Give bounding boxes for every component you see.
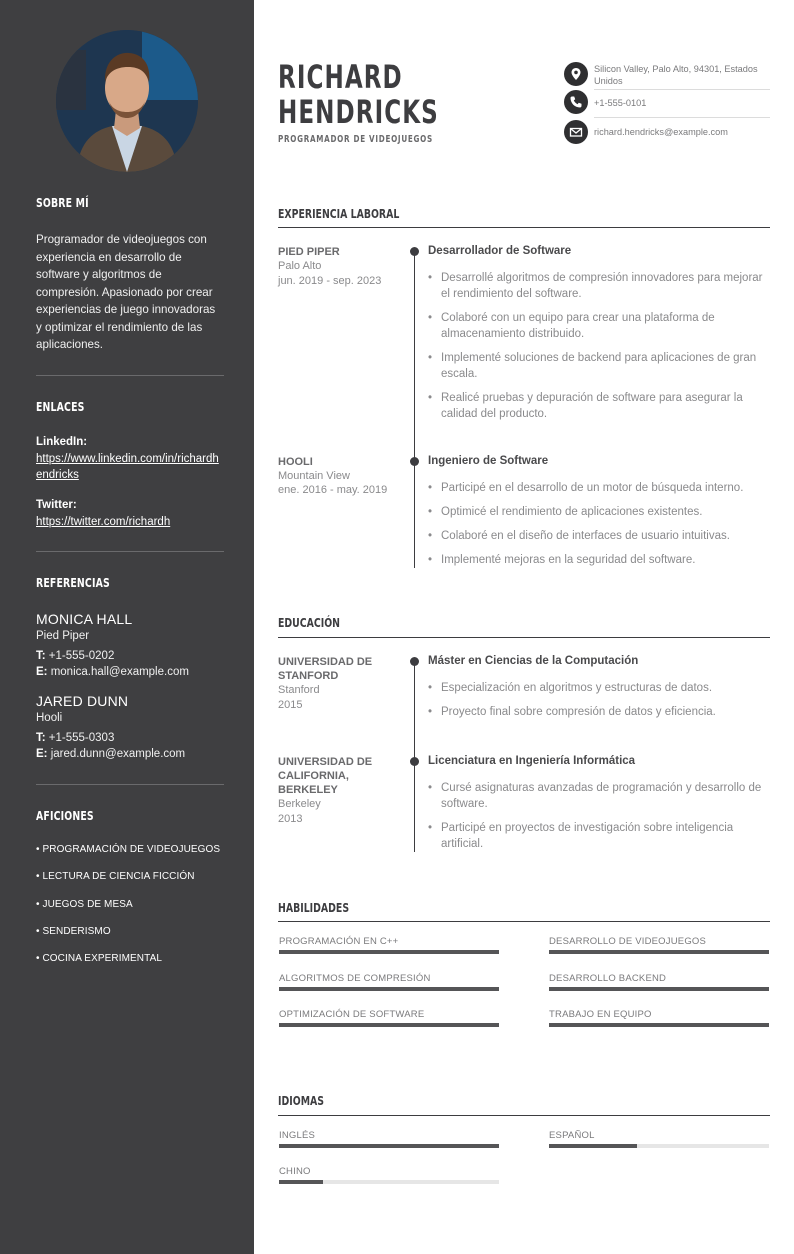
main-content bbox=[254, 0, 794, 1254]
divider bbox=[36, 784, 224, 785]
hobby-item: • PROGRAMACIÓN DE VIDEOJUEGOS bbox=[36, 844, 221, 855]
divider bbox=[594, 117, 770, 118]
skill-item bbox=[279, 1009, 499, 1020]
skill-bar-fill bbox=[279, 950, 499, 954]
skill-bar-fill bbox=[279, 1023, 499, 1027]
twitter-link[interactable]: https://twitter.com/richardh bbox=[36, 516, 171, 528]
email-text[interactable]: richard.hendricks@example.com bbox=[594, 127, 728, 137]
job-dates: ene. 2016 - may. 2019 bbox=[278, 484, 388, 496]
phone-icon bbox=[564, 90, 588, 114]
skill-label: OPTIMIZACIÓN DE SOFTWARE bbox=[279, 1009, 425, 1020]
company-location: Mountain View bbox=[278, 470, 350, 482]
company-name: PIED PIPER bbox=[278, 246, 340, 258]
skill-label: TRABAJO EN EQUIPO bbox=[549, 1009, 652, 1020]
experience-title: EXPERIENCIA LABORAL bbox=[278, 207, 400, 221]
linkedin-link[interactable]: https://www.linkedin.com/in/richardhendricks bbox=[36, 453, 219, 481]
job-role: Ingeniero de Software bbox=[428, 455, 549, 467]
company-location: Palo Alto bbox=[278, 260, 322, 272]
address-text: Silicon Valley, Palo Alto, 94301, Estados Unidos bbox=[594, 64, 758, 86]
skill-bar-fill bbox=[549, 1023, 769, 1027]
links-title: ENLACES bbox=[36, 400, 85, 414]
contact-email bbox=[564, 120, 770, 146]
name-first: RICHARD bbox=[278, 58, 403, 96]
section-rule bbox=[278, 921, 770, 922]
linkedin-label: LinkedIn: bbox=[36, 436, 88, 448]
hobby-item: • JUEGOS DE MESA bbox=[36, 899, 133, 910]
reference-email: E: monica.hall@example.com bbox=[36, 666, 189, 678]
education-bullet: • Participé en proyectos de investigación sobre inteligencia artificial. bbox=[428, 820, 764, 852]
skill-bar-fill bbox=[549, 950, 769, 954]
degree-title: Licenciatura en Ingeniería Informática bbox=[428, 755, 636, 767]
education-bullet: • Cursé asignaturas avanzadas de programación y desarrollo de software. bbox=[428, 780, 764, 812]
language-bar-track bbox=[549, 1144, 769, 1148]
job-bullet: • Optimicé el rendimiento de aplicaciones existentes. bbox=[428, 504, 764, 520]
language-label: CHINO bbox=[279, 1166, 311, 1177]
education-year: 2013 bbox=[278, 813, 303, 825]
reference-name: MONICA HALL bbox=[36, 611, 133, 627]
envelope-icon bbox=[564, 120, 588, 144]
education-year: 2015 bbox=[278, 699, 303, 711]
skill-bar-track bbox=[279, 950, 499, 954]
education-bullet: • Proyecto final sobre compresión de datos y eficiencia. bbox=[428, 704, 764, 720]
skill-item bbox=[279, 936, 499, 947]
skill-bar-track bbox=[549, 950, 769, 954]
references-title: REFERENCIAS bbox=[36, 576, 110, 590]
section-rule bbox=[278, 1115, 770, 1116]
job-title: PROGRAMADOR DE VIDEOJUEGOS bbox=[278, 134, 433, 145]
job-bullet: • Implementé soluciones de backend para aplicaciones de gran escala. bbox=[428, 350, 764, 382]
job-bullet: • Participé en el desarrollo de un motor de búsqueda interno. bbox=[428, 480, 764, 496]
about-title: SOBRE MÍ bbox=[36, 196, 89, 210]
skill-bar-track bbox=[549, 987, 769, 991]
school-name: UNIVERSIDAD DE CALIFORNIA, BERKELEY bbox=[278, 756, 373, 796]
timeline-dot bbox=[410, 657, 419, 666]
profile-photo-icon bbox=[56, 30, 198, 172]
name-last: HENDRICKS bbox=[278, 93, 439, 131]
reference-email: E: jared.dunn@example.com bbox=[36, 748, 186, 760]
language-label: ESPAÑOL bbox=[549, 1130, 595, 1141]
skills-title: HABILIDADES bbox=[278, 901, 350, 915]
hobby-item: • COCINA EXPERIMENTAL bbox=[36, 953, 162, 964]
skill-bar-fill bbox=[279, 987, 499, 991]
hobbies-title: AFICIONES bbox=[36, 809, 94, 823]
reference-phone: T: +1-555-0303 bbox=[36, 732, 115, 744]
job-bullet: • Implementé mejoras en la seguridad del software. bbox=[428, 552, 764, 568]
skill-label: DESARROLLO DE VIDEOJUEGOS bbox=[549, 936, 707, 947]
phone-text: +1-555-0101 bbox=[594, 98, 647, 108]
skill-bar-fill bbox=[549, 987, 769, 991]
education-title: EDUCACIÓN bbox=[278, 616, 341, 630]
job-bullet: • Desarrollé algoritmos de compresión innovadores para mejorar el rendimiento del software. bbox=[428, 270, 764, 302]
language-item bbox=[279, 1130, 499, 1141]
avatar bbox=[56, 30, 198, 172]
twitter-label: Twitter: bbox=[36, 499, 77, 511]
language-bar-track bbox=[279, 1180, 499, 1184]
skill-label: PROGRAMACIÓN EN C++ bbox=[279, 936, 399, 947]
language-bar-fill bbox=[279, 1180, 323, 1184]
school-name: UNIVERSIDAD DE STANFORD bbox=[278, 656, 373, 682]
skill-item bbox=[549, 936, 769, 947]
timeline-dot bbox=[410, 247, 419, 256]
location-pin-icon bbox=[564, 62, 588, 86]
divider bbox=[36, 551, 224, 552]
sidebar bbox=[0, 0, 254, 1254]
reference-name: JARED DUNN bbox=[36, 693, 129, 709]
section-rule bbox=[278, 637, 770, 638]
school-location: Berkeley bbox=[278, 798, 321, 810]
timeline-line bbox=[414, 252, 415, 568]
hobby-item: • SENDERISMO bbox=[36, 926, 111, 937]
skill-bar-track bbox=[549, 1023, 769, 1027]
contact-phone bbox=[564, 90, 770, 118]
education-bullet: • Especialización en algoritmos y estructuras de datos. bbox=[428, 680, 764, 696]
language-bar-fill bbox=[279, 1144, 499, 1148]
skill-label: ALGORITMOS DE COMPRESIÓN bbox=[279, 973, 431, 984]
section-rule bbox=[278, 227, 770, 228]
languages-title: IDIOMAS bbox=[278, 1094, 324, 1108]
job-bullet: • Realicé pruebas y depuración de software para asegurar la calidad del producto. bbox=[428, 390, 764, 422]
language-item bbox=[549, 1130, 769, 1141]
about-text: Programador de videojuegos con experiencia en desarrollo de software y algoritmos de compresión. Apasionado por crear experiencias de juego innovadoras y optimizar el rendimiento de las aplicaciones. bbox=[36, 233, 216, 351]
language-label: INGLÉS bbox=[279, 1130, 316, 1141]
skill-bar-track bbox=[279, 987, 499, 991]
reference-company: Hooli bbox=[36, 712, 63, 724]
language-bar-track bbox=[279, 1144, 499, 1148]
job-dates: jun. 2019 - sep. 2023 bbox=[278, 275, 382, 287]
job-role: Desarrollador de Software bbox=[428, 245, 572, 257]
degree-title: Máster en Ciencias de la Computación bbox=[428, 655, 639, 667]
skill-item bbox=[549, 1009, 769, 1020]
contact-address bbox=[564, 62, 770, 90]
language-bar-fill bbox=[549, 1144, 637, 1148]
company-name: HOOLI bbox=[278, 456, 313, 468]
hobby-item: • LECTURA DE CIENCIA FICCIÓN bbox=[36, 871, 195, 882]
language-item bbox=[279, 1166, 499, 1177]
skill-item bbox=[279, 973, 499, 984]
job-bullet: • Colaboré en el diseño de interfaces de usuario intuitivas. bbox=[428, 528, 764, 544]
reference-company: Pied Piper bbox=[36, 630, 90, 642]
skill-item bbox=[549, 973, 769, 984]
school-location: Stanford bbox=[278, 684, 320, 696]
timeline-dot bbox=[410, 457, 419, 466]
reference-phone: T: +1-555-0202 bbox=[36, 650, 115, 662]
job-bullet: • Colaboré con un equipo para crear una plataforma de almacenamiento distribuido. bbox=[428, 310, 764, 342]
skill-bar-track bbox=[279, 1023, 499, 1027]
divider bbox=[36, 375, 224, 376]
skill-label: DESARROLLO BACKEND bbox=[549, 973, 667, 984]
timeline-dot bbox=[410, 757, 419, 766]
